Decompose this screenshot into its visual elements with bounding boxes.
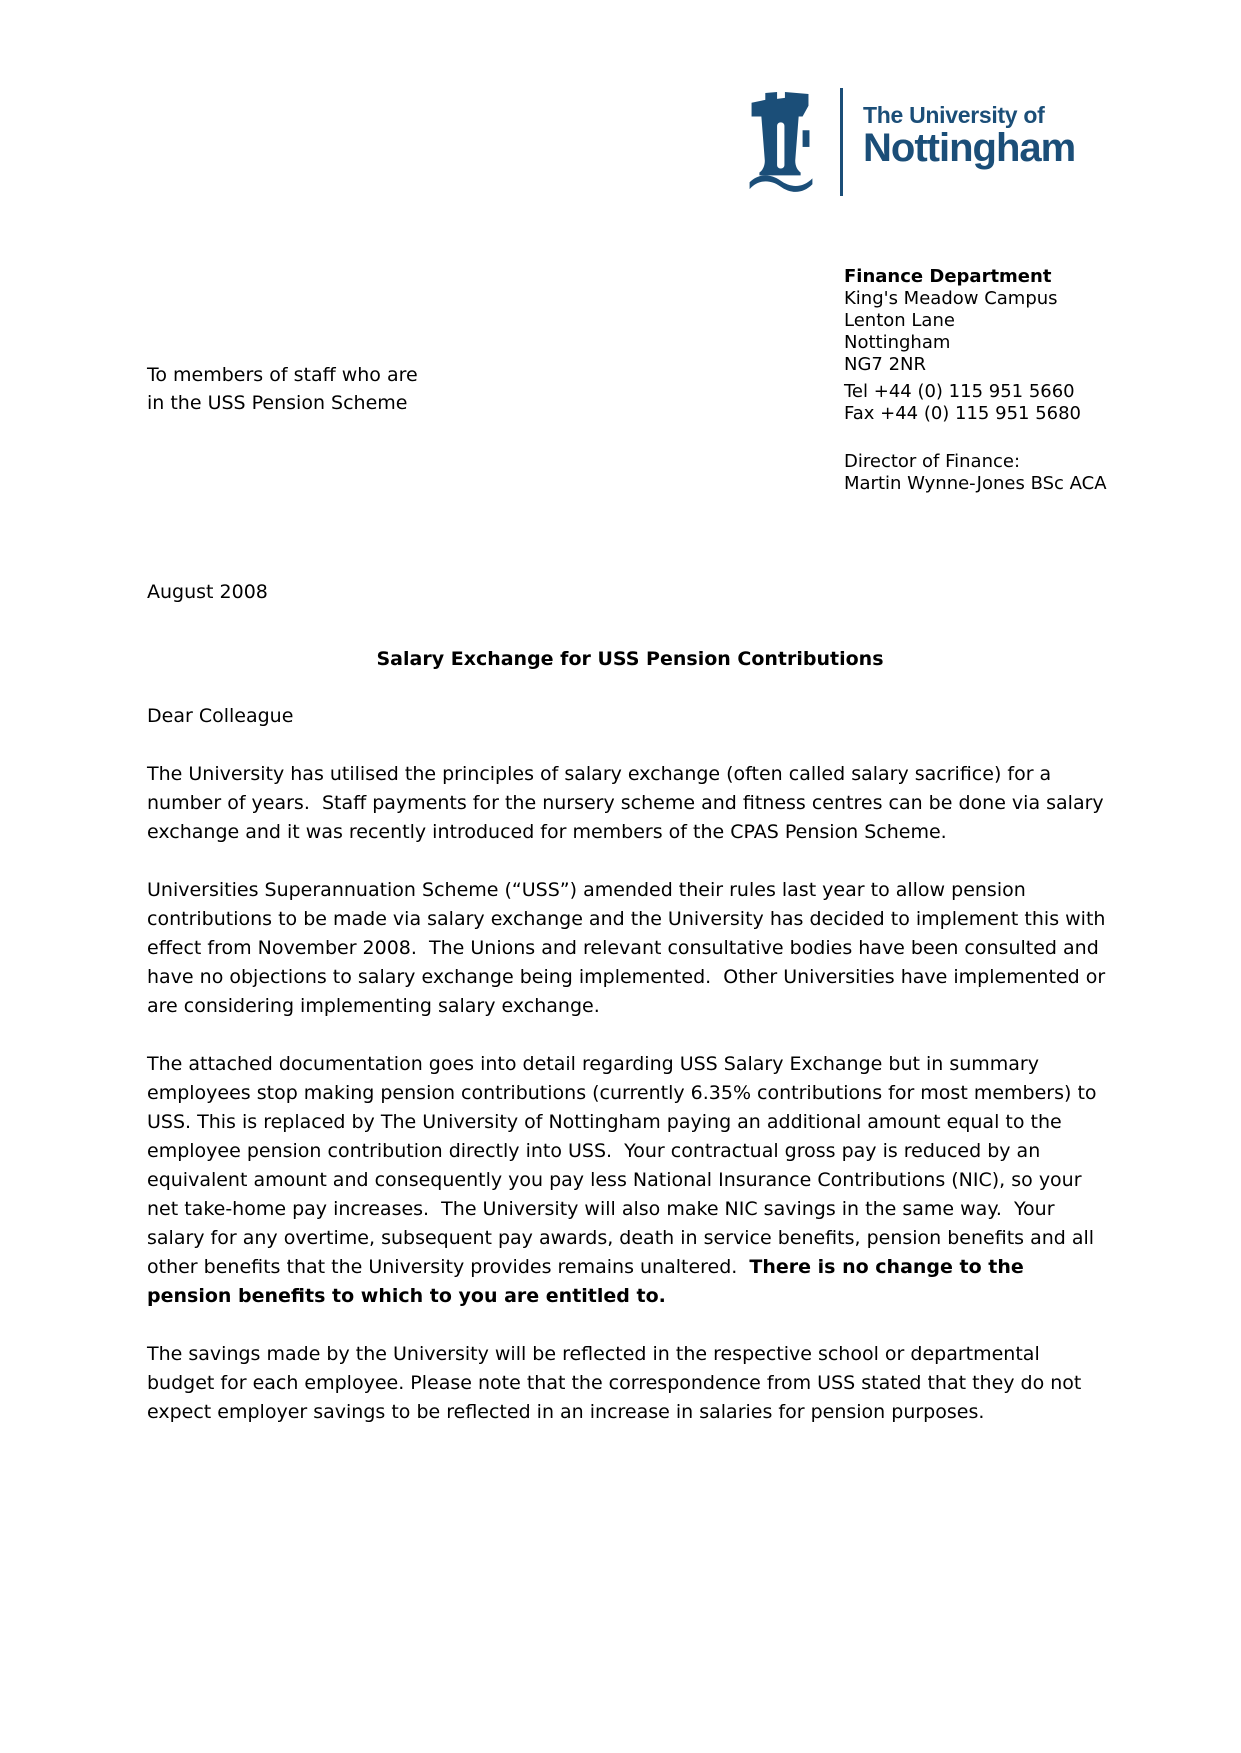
director-name: Martin Wynne-Jones BSc ACA xyxy=(844,473,1107,494)
sender-address-block xyxy=(844,266,1107,495)
sender-address-line: Lenton Lane xyxy=(844,310,955,331)
letter-date: August 2008 xyxy=(147,581,268,603)
logo-line2: Nottingham xyxy=(863,126,1076,170)
sender-address-line: King's Meadow Campus xyxy=(844,288,1058,309)
logo-divider xyxy=(840,88,843,196)
university-logo-text xyxy=(863,102,1076,170)
paragraph-3 xyxy=(147,1050,1113,1311)
salutation: Dear Colleague xyxy=(147,705,294,727)
sender-address-line: NG7 2NR xyxy=(844,354,927,375)
sender-fax: Fax +44 (0) 115 951 5680 xyxy=(844,403,1081,424)
letter-body xyxy=(147,578,1113,1456)
paragraph-3-text: The attached documentation goes into detail regarding USS Salary Exchange but in summary employees stop making pension contributions (currently 6.35% contributions for most members) to USS. This is replaced by The University of Nottingham paying an additional amount equal to the employee pension contribution directly into USS. Your contractual gross pay is reduced by an equivalent amount and consequently you pay less National Insurance Contributions (NIC), so your net take-home pay increases. The University will also make NIC savings in the same way. Your salary for any overtime, subsequent pay awards, death in service benefits, pension benefits and all other benefits that the University provides remains unaltered. xyxy=(147,1053,1103,1278)
recipient-block xyxy=(147,361,418,417)
letter-subject: Salary Exchange for USS Pension Contributions xyxy=(376,648,884,670)
sender-phone-group xyxy=(844,381,1107,425)
recipient-line: To members of staff who are xyxy=(147,364,418,386)
director-title: Director of Finance: xyxy=(844,451,1021,472)
bold-statement: There is no change to the pension benefits to which to you are entitled to. xyxy=(147,1256,1031,1307)
paragraph-1-text: The University has utilised the principles of salary exchange (often called salary sacrifice) for a number of years. Staff payments for the nursery scheme and fitness centres can be done via salary exchange and it was recently introduced for members of the CPAS Pension Scheme. xyxy=(147,763,1110,843)
paragraph-4 xyxy=(147,1340,1113,1427)
sender-address-line: Nottingham xyxy=(844,332,951,353)
director-group xyxy=(844,451,1107,495)
sender-tel: Tel +44 (0) 115 951 5660 xyxy=(844,381,1075,402)
paragraph-1 xyxy=(147,760,1113,847)
paragraph-2 xyxy=(147,876,1113,1021)
paragraph-2-text: Universities Superannuation Scheme (“USS”) amended their rules last year to allow pension contributions to be made via salary exchange and the University has decided to implement this with effect from November 2008. The Unions and relevant consultative bodies have been consulted and have no objections to salary exchange being implemented. Other Universities have implemented or are considering implementing salary exchange. xyxy=(147,879,1112,1017)
recipient-line: in the USS Pension Scheme xyxy=(147,392,408,414)
paragraph-4-text: The savings made by the University will be reflected in the respective school or departmental budget for each employee. Please note that the correspondence from USS stated that they do not expect employer savings to be reflected in an increase in salaries for pension purposes. xyxy=(147,1343,1088,1423)
castle-tower-icon xyxy=(748,92,814,196)
sender-department: Finance Department xyxy=(844,266,1052,287)
logo-line1: The University of xyxy=(863,102,1045,128)
